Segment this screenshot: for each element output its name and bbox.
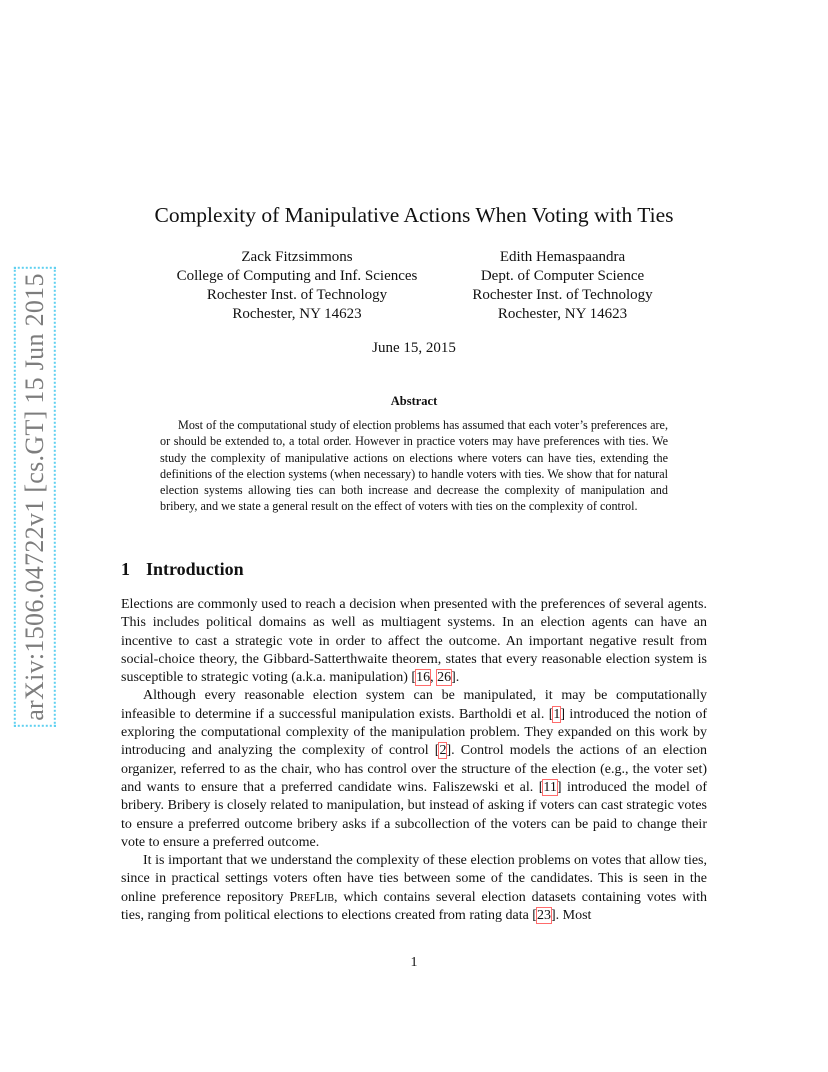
author-affiliation: College of Computing and Inf. Sciences (176, 268, 418, 284)
body-text (121, 596, 707, 925)
author-name: Edith Hemaspaandra (499, 249, 626, 265)
paper-title: Complexity of Manipulative Actions When Voting with Ties (154, 203, 674, 227)
paragraph-text: It is important that we understand the complexity of these election problems on votes that allow ties, since in practical settings voters often have ties between some of the candidates. This is seen in the online preference repository (121, 853, 707, 905)
paragraph-text: ] introduced the notion of exploring the computational complexity of the manipulation problem. They expanded on this work by introducing and analyzing the complexity of control [ (121, 706, 708, 759)
paragraph-text: ] introduced the model of bribery. Bribery is closely related to manipulation, but instead of asking if voters can cast strategic votes to ensure a preferred outcome bribery asks if a subcollection of the voters can be paid to change their vote to ensure a preferred outcome. (121, 779, 708, 850)
author-location: Rochester, NY 14623 (497, 306, 628, 322)
abstract-text: Most of the computational study of election problems has assumed that each voter’s preferences are, or should be extended to, a total order. However in practice voters may have preferences with ties. We study the complexity of manipulative actions on elections where voters can have ties, extending the definitions of the election systems (when necessary) to handle voters with ties. We show that for natural election systems allowing ties can both increase and decrease the complexity of manipulation and bribery, and we state a general result on the effect of voters with ties on the complexity of control. (160, 418, 668, 514)
author-location: Rochester, NY 14623 (232, 306, 362, 322)
author-block-2 (455, 248, 670, 324)
arxiv-identifier-stamp (20, 262, 50, 732)
page-number: 1 (410, 955, 418, 970)
citation-link[interactable]: 16 (416, 670, 431, 686)
paragraph-text: ]. Control models the actions of an election organizer, referred to as the chair, who has control over the structure of the election (e.g., the voter set) and wants to ensure that a preferred candidate wins. Faliszewski et al. [ (121, 743, 708, 795)
paper-date: June 15, 2015 (372, 340, 456, 356)
citation-link[interactable]: 1 (553, 706, 561, 722)
paragraph-2 (121, 687, 707, 852)
citation-link[interactable]: 26 (437, 670, 452, 686)
author-institution: Rochester Inst. of Technology (472, 287, 653, 303)
section-heading (121, 559, 244, 580)
citation-link[interactable]: 2 (439, 743, 447, 759)
author-institution: Rochester Inst. of Technology (206, 287, 388, 303)
arxiv-identifier: arXiv:1506.04722v1 [cs.GT] 15 Jun 2015 (20, 273, 50, 721)
paragraph-3 (121, 852, 707, 925)
abstract-heading: Abstract (390, 394, 438, 408)
paragraph-text: ]. (451, 670, 460, 686)
paragraph-text: ]. Most (550, 908, 592, 924)
author-block-1 (162, 248, 432, 324)
preflib-name: PrefLib (289, 889, 335, 905)
section-number: 1 (121, 559, 130, 579)
paragraph-text: , which contains several election datasets containing votes with ties, ranging from political elections to elections created from rating data [ (121, 889, 707, 924)
section-title: Introduction (146, 559, 244, 579)
paragraph-1 (121, 596, 707, 687)
citation-link[interactable]: 23 (536, 908, 551, 924)
citation-separator: , (430, 670, 438, 686)
author-name: Zack Fitzsimmons (241, 249, 353, 265)
citation-link[interactable]: 11 (543, 779, 557, 795)
author-affiliation: Dept. of Computer Science (480, 268, 645, 284)
paragraph-text: Although every reasonable election system can be manipulated, it may be computationally infeasible to determine if a successful manipulation exists. Bartholdi et al. [ (121, 688, 707, 722)
paragraph-text: Elections are commonly used to reach a decision when presented with the preferences of several agents. This includes political domains as well as multiagent systems. In an election agents can have an incentive to cast a strategic vote in order to affect the outcome. An important negative result from social-choice theory, the Gibbard-Satterthwaite theorem, states that every reasonable election system is susceptible to strategic voting (a.k.a. manipulation) [ (121, 597, 707, 686)
